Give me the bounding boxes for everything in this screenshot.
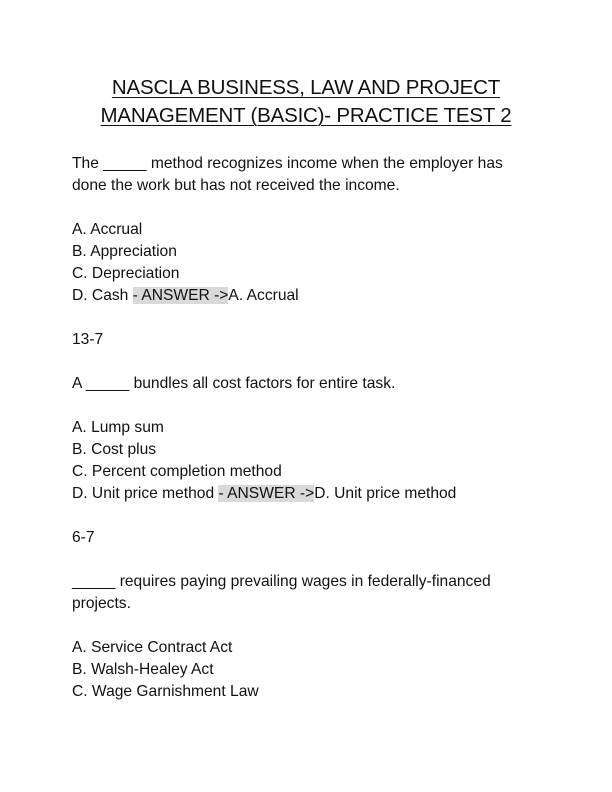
spacer	[72, 505, 552, 527]
page-title	[60, 74, 552, 130]
spacer	[72, 307, 552, 329]
spacer	[72, 351, 552, 373]
correct-answer: D. Unit price method	[314, 485, 457, 502]
answer-marker: - ANSWER ->	[132, 287, 229, 304]
question-block	[72, 373, 552, 571]
question-text: A _____ bundles all cost factors for entire task.	[72, 375, 396, 392]
question-text: _____ requires paying prevailing wages in federally-financed	[72, 573, 491, 590]
question-text: projects.	[72, 595, 131, 612]
answer-marker: - ANSWER ->	[218, 485, 315, 502]
correct-answer: A. Accrual	[228, 287, 299, 304]
question-text: done the work but has not received the income.	[72, 177, 400, 194]
answer-option: B. Appreciation	[72, 243, 177, 260]
question-block	[72, 153, 552, 373]
document-body	[72, 153, 552, 703]
spacer	[72, 395, 552, 417]
answer-option: D. Cash	[72, 287, 133, 304]
answer-option: C. Depreciation	[72, 265, 180, 282]
spacer	[72, 197, 552, 219]
question-block	[72, 571, 552, 703]
title-line-2: MANAGEMENT (BASIC)- PRACTICE TEST 2	[100, 104, 512, 127]
answer-option: C. Percent completion method	[72, 463, 282, 480]
answer-option: C. Wage Garnishment Law	[72, 683, 259, 700]
title-line-1: NASCLA BUSINESS, LAW AND PROJECT	[111, 76, 501, 99]
answer-option: A. Lump sum	[72, 419, 164, 436]
answer-option-with-answer	[72, 285, 552, 307]
answer-option: A. Accrual	[72, 221, 143, 238]
answer-option-with-answer	[72, 483, 552, 505]
reference-number: 13-7	[72, 331, 104, 348]
answer-option: B. Cost plus	[72, 441, 157, 458]
question-text: The _____ method recognizes income when the employer has	[72, 155, 503, 172]
reference-number: 6-7	[72, 529, 95, 546]
answer-option: D. Unit price method	[72, 485, 219, 502]
spacer	[72, 549, 552, 571]
answer-option: A. Service Contract Act	[72, 639, 233, 656]
answer-option: B. Walsh-Healey Act	[72, 661, 214, 678]
spacer	[72, 615, 552, 637]
